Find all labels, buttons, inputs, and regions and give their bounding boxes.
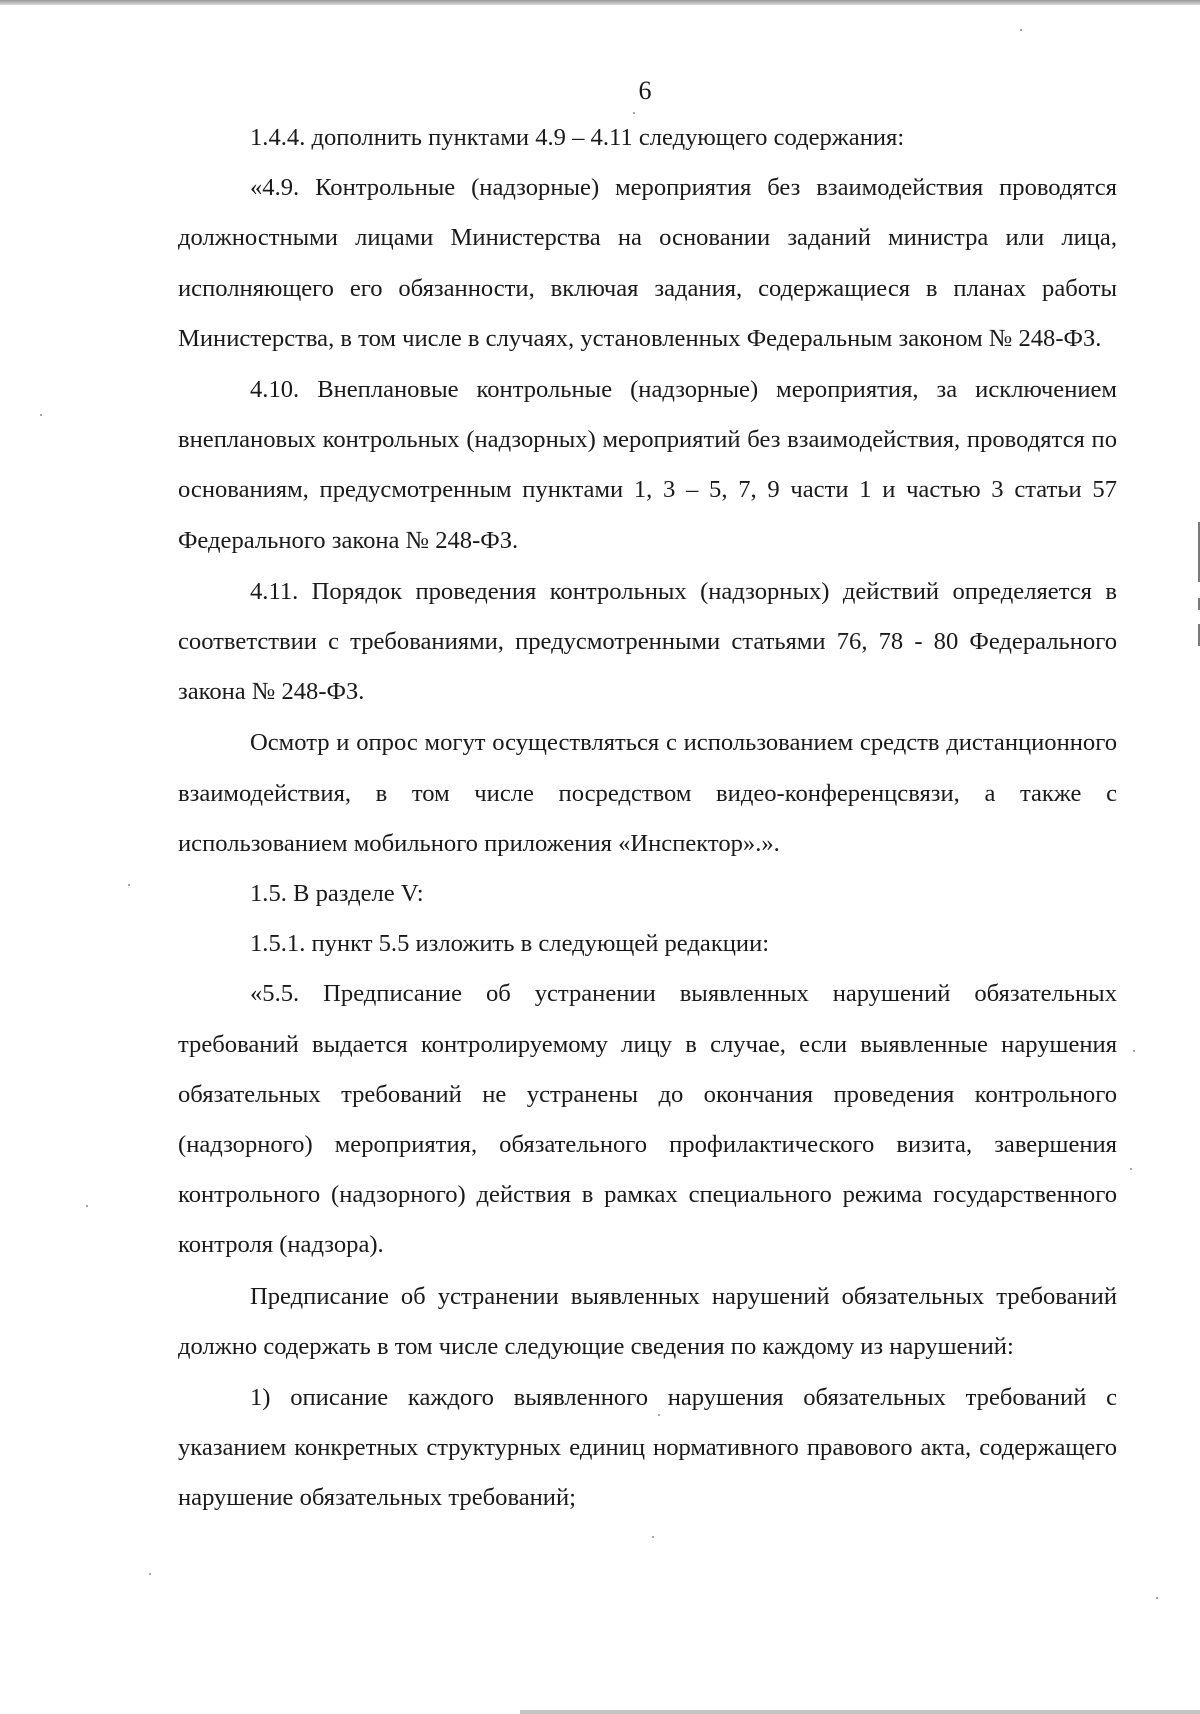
paragraph-4-10: 4.10. Внеплановые контрольные (надзорные) мероприятия, за исключением внеплановых контрольных (надзорных) мероприятий без взаимодействия, проводятся по основаниям, предусмотренным пунктами 1, 3 – 5, 7, 9 части 1 и частью 3 статьи 57 Федерального закона № 248-ФЗ. — [178, 376, 1117, 554]
document-body — [178, 113, 1117, 1524]
paragraph-1-5-1: 1.5.1. пункт 5.5 изложить в следующей редакции: — [250, 930, 770, 958]
paragraph-1-5: 1.5. В разделе V: — [250, 880, 424, 908]
scan-edge-top — [0, 0, 1200, 5]
scan-speck — [658, 1414, 660, 1416]
scan-speck — [149, 1573, 151, 1575]
scan-speck — [633, 112, 635, 114]
paragraph-4-11: 4.11. Порядок проведения контрольных (надзорных) действий определяется в соответствии с требованиями, предусмотренными статьями 76, 78 - 80 Федерального закона № 248-ФЗ. — [178, 577, 1117, 706]
paragraph-inspection: Осмотр и опрос могут осуществляться с использованием средств дистанционного взаимодействия, в том числе посредством видео-конференцсвязи, а также с использованием мобильного приложения «Инспектор».». — [178, 729, 1117, 857]
scan-speck — [1020, 29, 1022, 31]
paragraph-4-9: «4.9. Контрольные (надзорные) мероприятия без взаимодействия проводятся должностными лицами Министерства на основании заданий министра или лица, исполняющего его обязанности, включая задания, содержащиеся в планах работы Министерства, в том числе в случаях, установленных Федеральным законом № 248-ФЗ. — [178, 174, 1117, 352]
scan-speck — [1130, 1168, 1132, 1170]
paragraph-1-4-4: 1.4.4. дополнить пунктами 4.9 – 4.11 следующего содержания: — [250, 124, 905, 151]
paragraph-item-1: 1) описание каждого выявленного нарушения обязательных требований с указанием конкретных структурных единиц нормативного правового акта, содержащего нарушение обязательных требований; — [178, 1384, 1117, 1512]
page-number: 6 — [638, 76, 652, 105]
scan-speck — [128, 884, 130, 886]
paragraph-order-contents: Предписание об устранении выявленных нарушений обязательных требований должно содержать в том числе следующие сведения по каждому из нарушений: — [178, 1282, 1117, 1360]
scan-speck — [652, 1536, 654, 1538]
paragraph-5-5: «5.5. Предписание об устранении выявленных нарушений обязательных требований выдается контролируемому лицу в случае, если выявленные нарушения обязательных требований не устранены до окончания проведения контрольного (надзорного) мероприятия, обязательного профилактического визита, завершения контрольного (надзорного) действия в рамках специального режима государственного контроля (надзора). — [178, 980, 1117, 1259]
scan-speck — [40, 414, 42, 416]
scan-speck — [1133, 1050, 1135, 1052]
scan-speck — [1156, 1597, 1158, 1599]
scan-edge-bottom — [520, 1710, 1200, 1714]
scan-speck — [86, 1205, 88, 1207]
